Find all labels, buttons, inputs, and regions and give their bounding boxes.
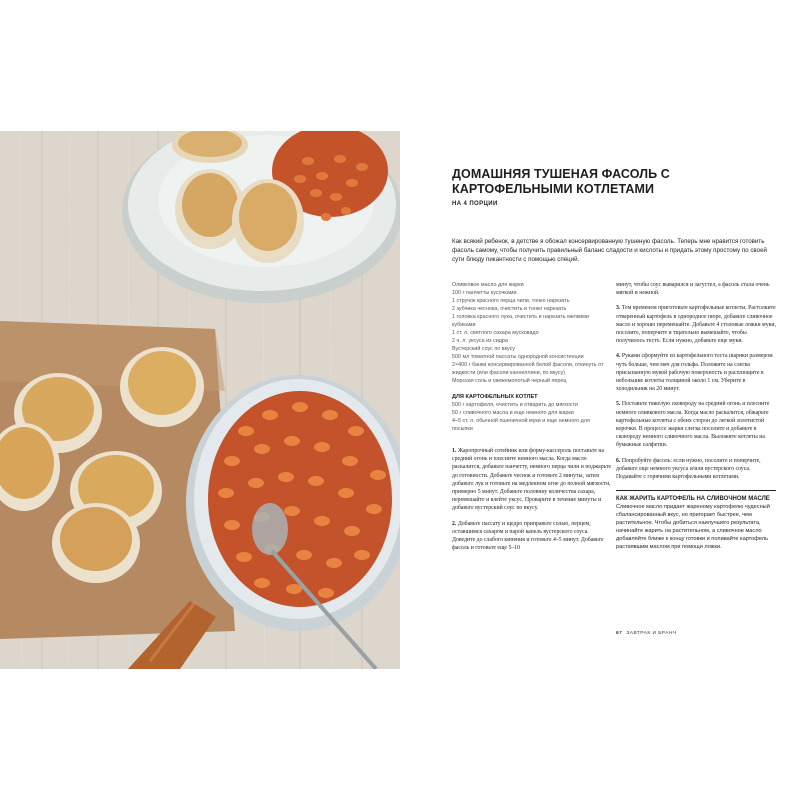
step-number: 5.	[616, 401, 621, 408]
step-text: Добавьте пассату и щедро приправьте солью, перцем, оставшимся сахаром и парой капель вустерского соуса. Доведите до слабого кипения и готовьте 4–5 минут. Добавьте фасоль и готовьте еще 5–10	[452, 520, 604, 552]
step-4	[616, 352, 776, 393]
ingredient-item: Морская соль и свежемолотый черный перец	[452, 378, 567, 384]
step-number: 4.	[616, 353, 621, 360]
step-text: Руками сформуйте из картофельного теста шарики размером чуть больше, чем мяч для гольфа. Положите на слегка присыпанную мукой рабочую поверхность и расплющите в небольшие котлеты толщиной около 1 см. Уберите в холодильник на 20 минут.	[616, 353, 773, 393]
recipe-title: ДОМАШНЯЯ ТУШЕНАЯ ФАСОЛЬ С КАРТОФЕЛЬНЫМИ КОТЛЕТАМИ	[452, 167, 670, 196]
step-2	[452, 520, 612, 553]
step-text: Поставьте тяжелую сковороду на средний огонь и плесните немного оливкового масла. Когда масло раскалится, обжарьте картофельные котлеты с обеих сторон до легкой золотистой корочки. В процессе жарки слегка посолите и добавьте в сковороду немного сливочного масла. Выложите котлеты на бумажные салфетки.	[616, 401, 770, 449]
left-column	[452, 281, 612, 559]
step-6	[616, 457, 776, 482]
food-photo-illustration	[0, 131, 400, 669]
ingredient-item: 2 зубчика чеснока, очистить и тонко нарезать	[452, 306, 567, 312]
tip-box	[616, 490, 776, 551]
food-photo	[0, 131, 400, 669]
step-number: 6.	[616, 457, 621, 464]
step-text: Жаропрочный сотейник или форму-кассероль поставьте на средний огонь и плесните немного масла. Когда масло раскалится, добавьте панчетту, немного перца чили и поджарьте до готовности. Добавьте чеснок и готовьте 2 минуты, затем добавьте лук и готовьте на медленном огне до полной мягкости, примерно 5 минут. Добавьте половину количества сахара, перемешайте и влейте уксус. Проварите в течение минуты и добавьте вустерский соус по вкусу.	[452, 448, 612, 512]
recipe-page	[400, 131, 800, 669]
ingredient-item: 1 ст. л. светлого сахара мусковадо	[452, 330, 539, 336]
tip-title: КАК ЖАРИТЬ КАРТОФЕЛЬ НА СЛИВОЧНОМ МАСЛЕ	[616, 496, 770, 503]
cutlets-ingredients-list	[452, 401, 612, 433]
step-number: 3.	[616, 305, 621, 312]
ingredient-item: 500 г картофеля, очистить и отварить до мягкости	[452, 402, 578, 408]
step-number: 1.	[452, 448, 457, 454]
step-5	[616, 400, 776, 449]
ingredient-item: 100 г панчетты кусочками	[452, 290, 517, 296]
ingredient-item: 2 ч. л. уксуса из сидра	[452, 338, 508, 344]
cutlets-heading: ДЛЯ КАРТОФЕЛЬНЫХ КОТЛЕТ	[452, 394, 538, 400]
ingredient-item: 50 г сливочного масла и еще немного для жарки	[452, 410, 574, 416]
page-footer	[616, 631, 677, 636]
right-column	[616, 281, 776, 551]
book-spread	[0, 131, 800, 669]
tip-text: Сливочное масло придает жареному картофелю чудесный сбалансированный вкус, но пригорает быстрее, чем растительное. Чтобы добиться наилучшего результата, начинайте жарить на растительном, а сливочное масло добавляйте ближе к концу готовки и поливайте картофель растаявшим маслом при помощи ложки.	[616, 504, 770, 551]
ingredient-item: 1 стручок красного перца чили, тонко нарезать	[452, 298, 570, 304]
recipe-intro: Как всякий ребенок, в детстве я обожал консервированную тушеную фасоль. Теперь мне нравится готовить фасоль самому, чтобы получить правильный баланс сладости и кислоты и придать этому простому по своей сути блюду пикантности с помощью специй.	[452, 238, 767, 263]
step-number: 2.	[452, 520, 457, 527]
page-number: 67	[616, 631, 623, 636]
ingredient-item: 4–5 ст. л. обычной пшеничной муки и еще немного для посыпки	[452, 418, 590, 432]
ingredient-item: 1 головка красного лука, очистить и нарезать мелкими кубиками	[452, 314, 589, 328]
step-1	[452, 447, 612, 513]
step-2-continuation: минут, чтобы соус выварился и загустел, а фасоль стала очень мягкой и нежной.	[616, 282, 770, 297]
step-3	[616, 304, 776, 345]
ingredients-list	[452, 281, 612, 385]
ingredient-item: Вустерский соус по вкусу	[452, 346, 516, 352]
section-name: ЗАВТРАК И БРАНЧ	[626, 631, 677, 636]
step-text: Тем временем приготовьте картофельные котлеты. Растолките отваренный картофель в однородное пюре, добавьте сливочное масло и хорошо перемешайте. Добавьте 4 столовые ложки муки, посолите, поперчите и тщательно вымешайте, чтобы получилось тесто. Если нужно, добавьте еще муки.	[616, 305, 776, 345]
step-text: Попробуйте фасоль: если нужно, посолите и поперчите, добавьте еще немного уксуса и/или вустерского соуса. Подавайте с горячими картофельными котлетами.	[616, 457, 761, 481]
servings-label: НА 4 ПОРЦИИ	[452, 201, 498, 207]
ingredient-item: Оливковое масло для жарки	[452, 282, 524, 288]
ingredient-item: 2×400 г банки консервированной белой фасоли, откинуть от жидкости (или фасоли каннеллини, по вкусу)	[452, 362, 604, 376]
ingredient-item: 500 мл томатной пассаты однородной консистенции	[452, 354, 584, 360]
